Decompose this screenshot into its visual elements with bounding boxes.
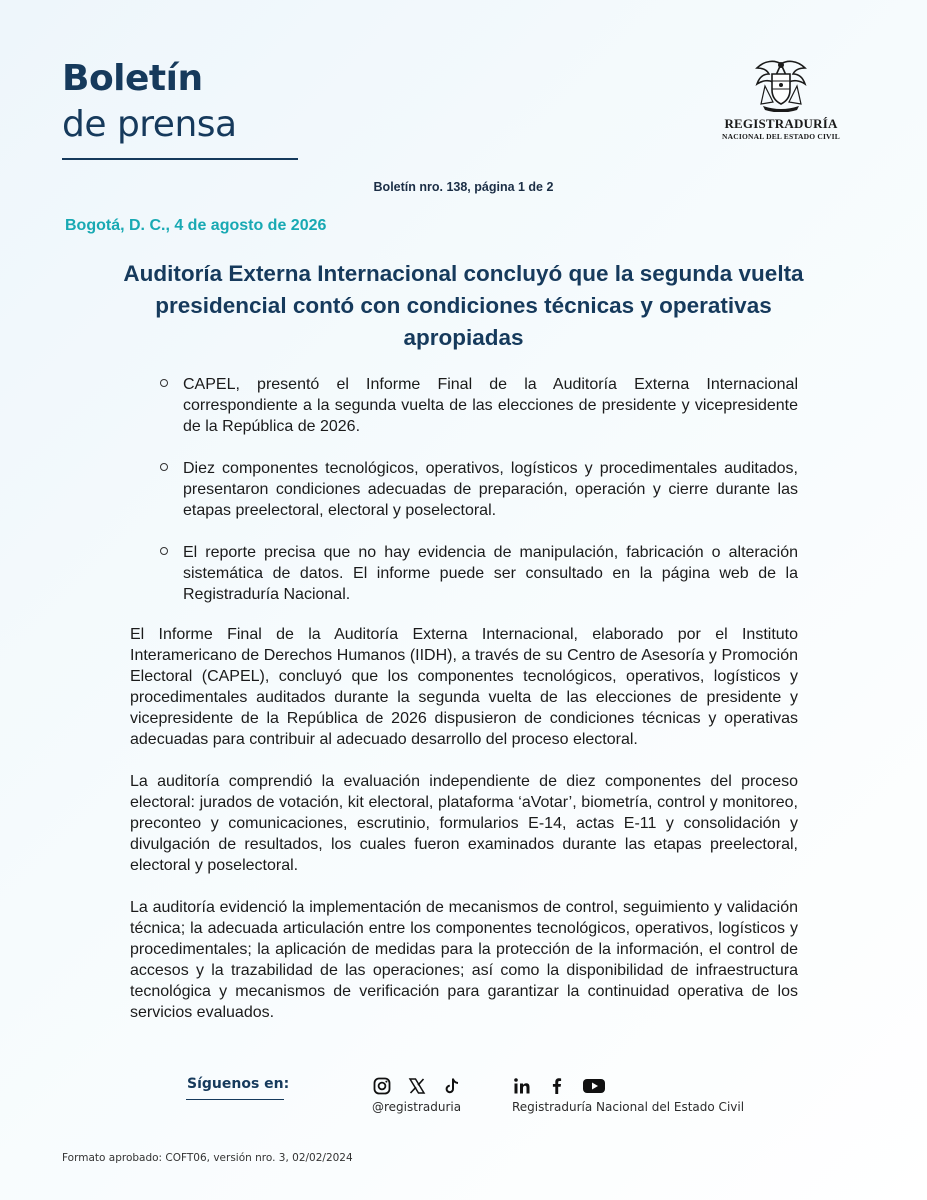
linkedin-icon[interactable] (512, 1076, 532, 1096)
bullet-item (160, 458, 798, 521)
bullet-item (160, 542, 798, 605)
social-icons-handle (372, 1076, 462, 1096)
logo-wordmark: REGISTRADURÍA (724, 116, 838, 131)
coat-of-arms-icon (751, 58, 811, 112)
headline: Auditoría Externa Internacional concluyó que la segunda vuelta presidencial contó con condiciones técnicas y operativas apropiadas (123, 261, 804, 350)
instagram-icon[interactable] (372, 1076, 392, 1096)
body-paragraph: El Informe Final de la Auditoría Externa Internacional, elaborado por el Instituto Interamericano de Derechos Humanos (IIDH), a través de su Centro de Asesoría y Promoción Electoral (CAPEL), concluyó que los componentes tecnológicos, operativos, logísticos y procedimentales auditados durante la segunda vuelta de las elecciones de presidente y vicepresidente de la República de 2026 dispusieron de condiciones técnicas y operativas adecuadas para contribuir al adecuado desarrollo del proceso electoral. (130, 626, 798, 748)
facebook-icon[interactable] (547, 1076, 567, 1096)
logo-subtitle: NACIONAL DEL ESTADO CIVIL (721, 132, 840, 141)
form-version-note: Formato aprobado: COFT06, versión nro. 3, 02/02/2024 (62, 1152, 353, 1164)
body-paragraph: La auditoría comprendió la evaluación independiente de diez componentes del proceso electoral: jurados de votación, kit electoral, plataforma ‘aVotar’, biometría, control y monitoreo, preconteo y comunicaciones, escrutinio, formularios E-14, actas E-11 y consolidación y divulgación de resultados, los cuales fueron examinados durante las etapas preelectoral, electoral y poselectoral. (130, 773, 798, 874)
article-body (130, 624, 798, 1044)
circle-bullet-icon (160, 463, 168, 471)
youtube-icon[interactable] (582, 1076, 606, 1096)
tiktok-icon[interactable] (442, 1076, 462, 1096)
place-date: Bogotá, D. C., 4 de agosto de 2026 (65, 217, 327, 234)
social-icons-org (512, 1076, 606, 1096)
circle-bullet-icon (160, 379, 168, 387)
registraduria-logo (714, 58, 848, 142)
bullet-text: El reporte precisa que no hay evidencia de manipulación, fabricación o alteración sistemática de datos. El informe puede ser consultado en la página web de la Registraduría Nacional. (183, 544, 798, 603)
x-icon[interactable] (407, 1076, 427, 1096)
summary-bullets (160, 374, 798, 626)
follow-us-label: Síguenos en: (187, 1076, 290, 1092)
bullet-text: CAPEL, presentó el Informe Final de la Auditoría Externa Internacional correspondiente a la segunda vuelta de las elecciones de presidente y vicepresidente de la República de 2026. (183, 376, 798, 435)
page-title-main: Boletín (62, 58, 203, 99)
bulletin-number: Boletín nro. 138, página 1 de 2 (373, 180, 554, 194)
social-handle[interactable]: @registraduria (372, 1100, 462, 1114)
bullet-item (160, 374, 798, 437)
circle-bullet-icon (160, 547, 168, 555)
bullet-text: Diez componentes tecnológicos, operativos, logísticos y procedimentales auditados, presentaron condiciones adecuadas de preparación, operación y cierre durante las etapas preelectoral, electoral y poselectoral. (183, 460, 798, 519)
title-divider (62, 158, 298, 160)
page-title-sub: de prensa (62, 104, 237, 145)
body-paragraph: La auditoría evidenció la implementación de mecanismos de control, seguimiento y validación técnica; la adecuada articulación entre los componentes tecnológicos, operativos, logísticos y procedimentales; la aplicación de medidas para la protección de la información, el control de accesos y la trazabilidad de las operaciones; así como la disponibilidad de infraestructura tecnológica y mecanismos de verificación para garantizar la continuidad operativa de los servicios evaluados. (130, 899, 798, 1021)
organization-name: Registraduría Nacional del Estado Civil (512, 1100, 745, 1114)
follow-divider (186, 1099, 284, 1100)
